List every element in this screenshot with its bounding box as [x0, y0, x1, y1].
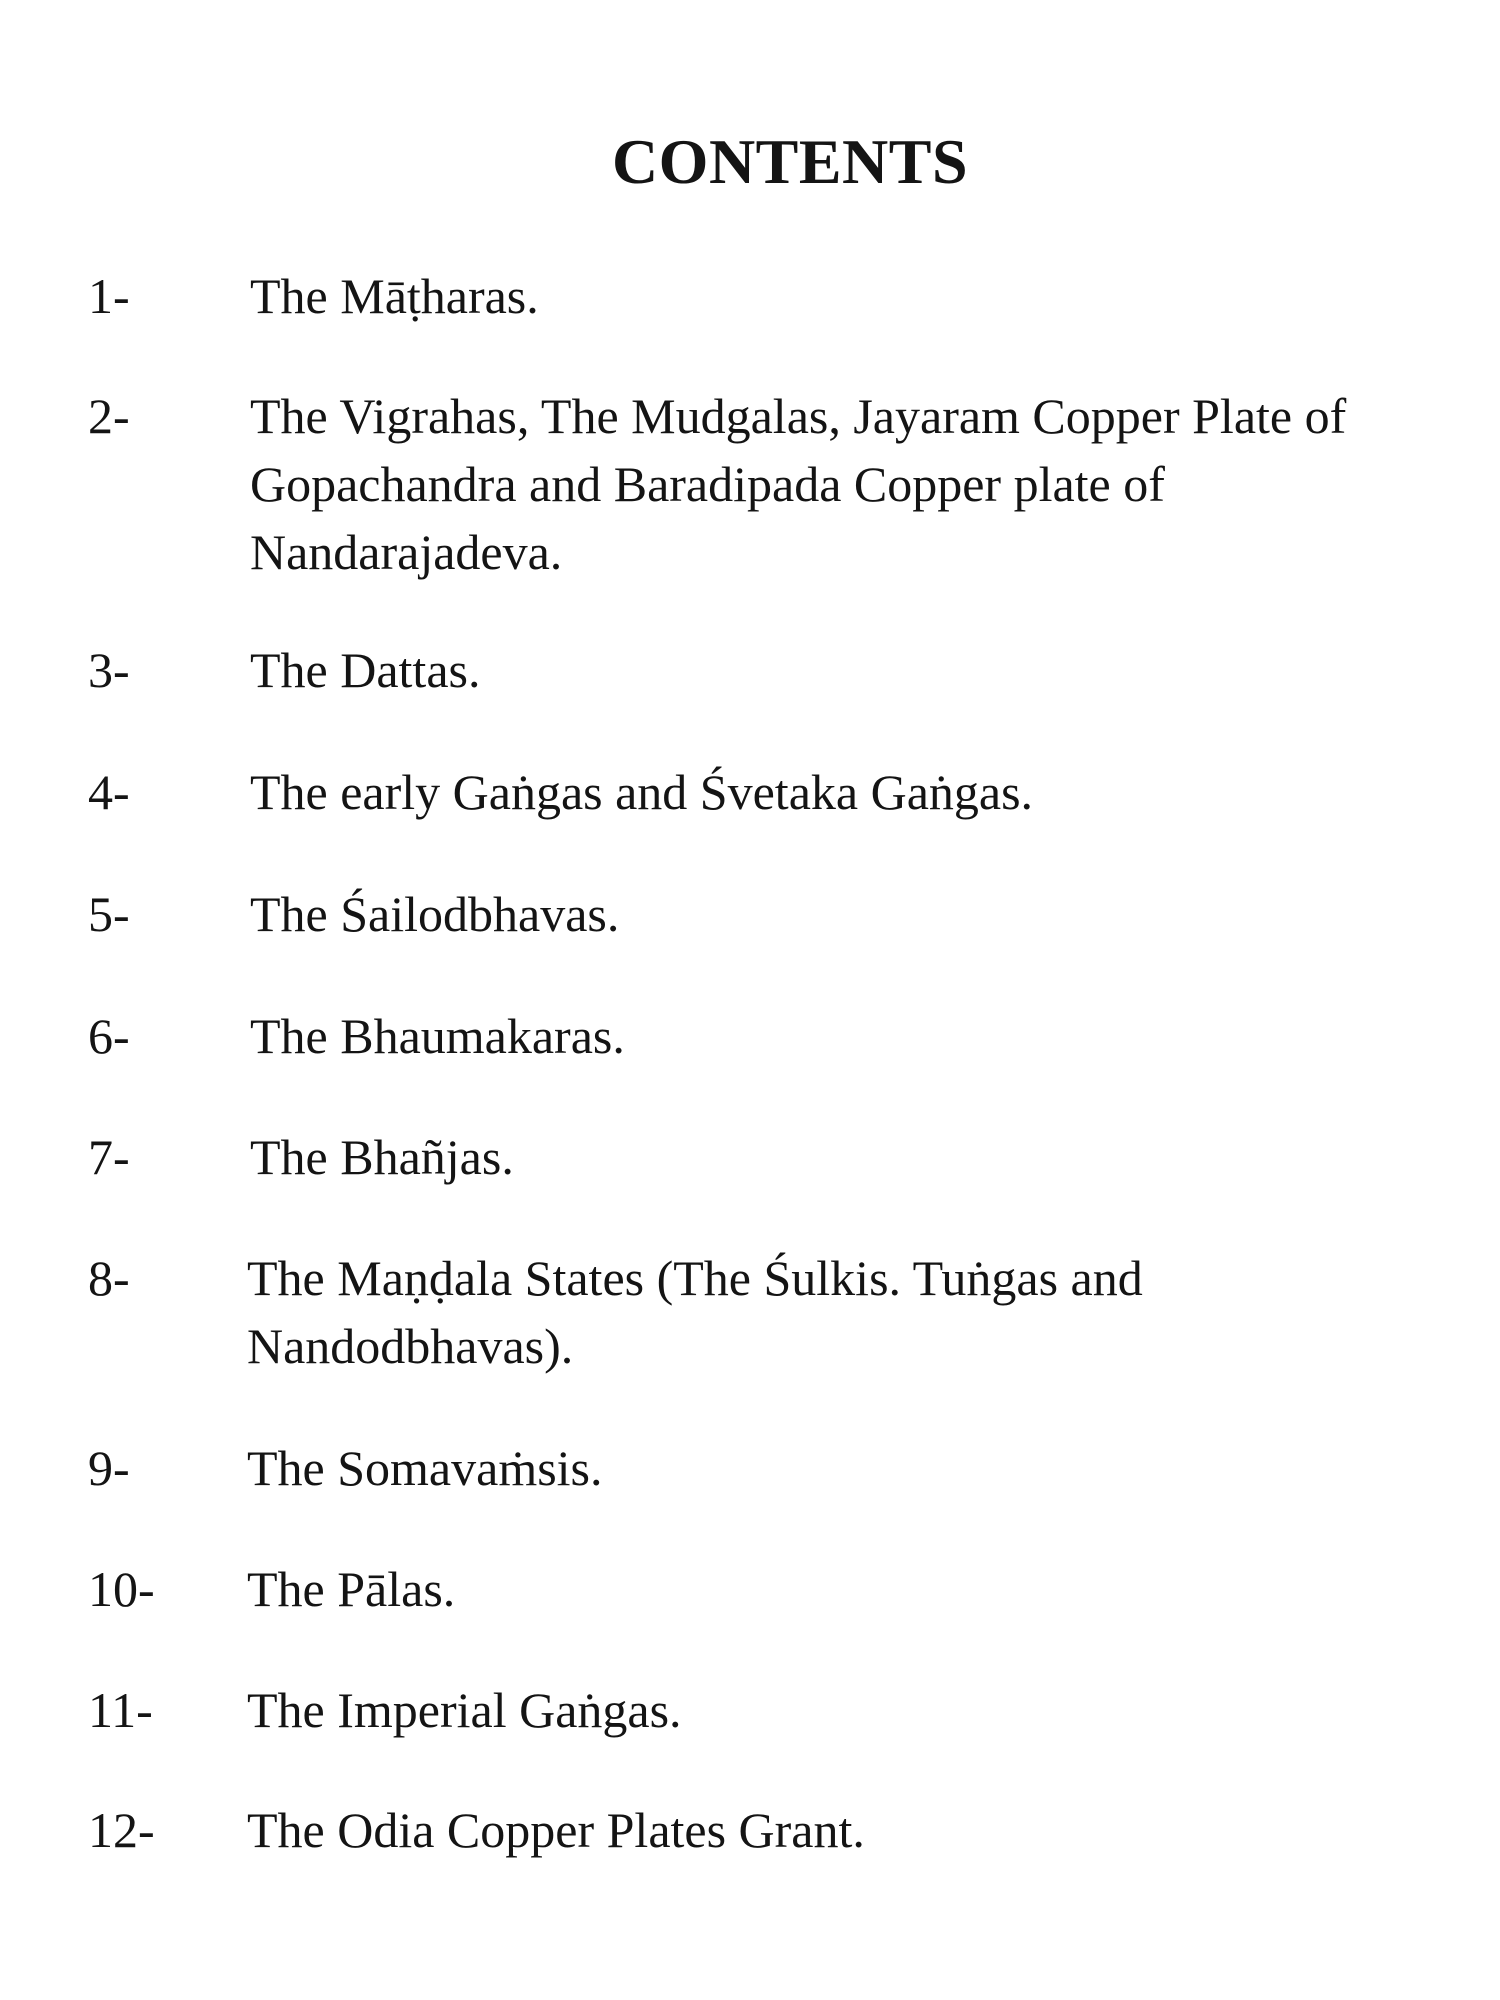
entry-number: 4- [88, 764, 130, 820]
entry-title: The Somavaṁsis. [247, 1440, 603, 1496]
entry-title: The Imperial Gaṅgas. [247, 1682, 682, 1738]
entry-title: The early Gaṅgas and Śvetaka Gaṅgas. [250, 764, 1034, 820]
entry-number: 8- [88, 1250, 130, 1306]
entry-number: 12- [88, 1802, 155, 1858]
entry-number: 3- [88, 642, 130, 698]
entry-number: 6- [88, 1008, 130, 1064]
entry-number: 9- [88, 1440, 130, 1496]
entry-number: 2- [88, 388, 130, 444]
entry-title: The Maṇḍala States (The Śulkis. Tuṅgas and Nandodbhavas). [247, 1250, 1143, 1374]
entry-number: 5- [88, 886, 130, 942]
entry-title: The Odia Copper Plates Grant. [247, 1802, 865, 1858]
entry-title: The Śailodbhavas. [250, 886, 620, 942]
entry-number: 1- [88, 268, 130, 324]
entry-number: 10- [88, 1561, 155, 1617]
entry-title: The Bhaumakaras. [250, 1008, 625, 1064]
entry-number: 11- [88, 1682, 153, 1738]
entry-title: The Dattas. [250, 642, 481, 698]
page-title: CONTENTS [611, 126, 969, 197]
entry-title: The Vigrahas, The Mudgalas, Jayaram Copper Plate of Gopachandra and Baradipada Copper plate of Nandarajadeva. [250, 388, 1347, 580]
entry-title: The Bhañjas. [250, 1129, 514, 1185]
entry-title: The Pālas. [247, 1561, 456, 1617]
entry-number: 7- [88, 1129, 130, 1185]
entry-title: The Māṭharas. [250, 268, 539, 324]
